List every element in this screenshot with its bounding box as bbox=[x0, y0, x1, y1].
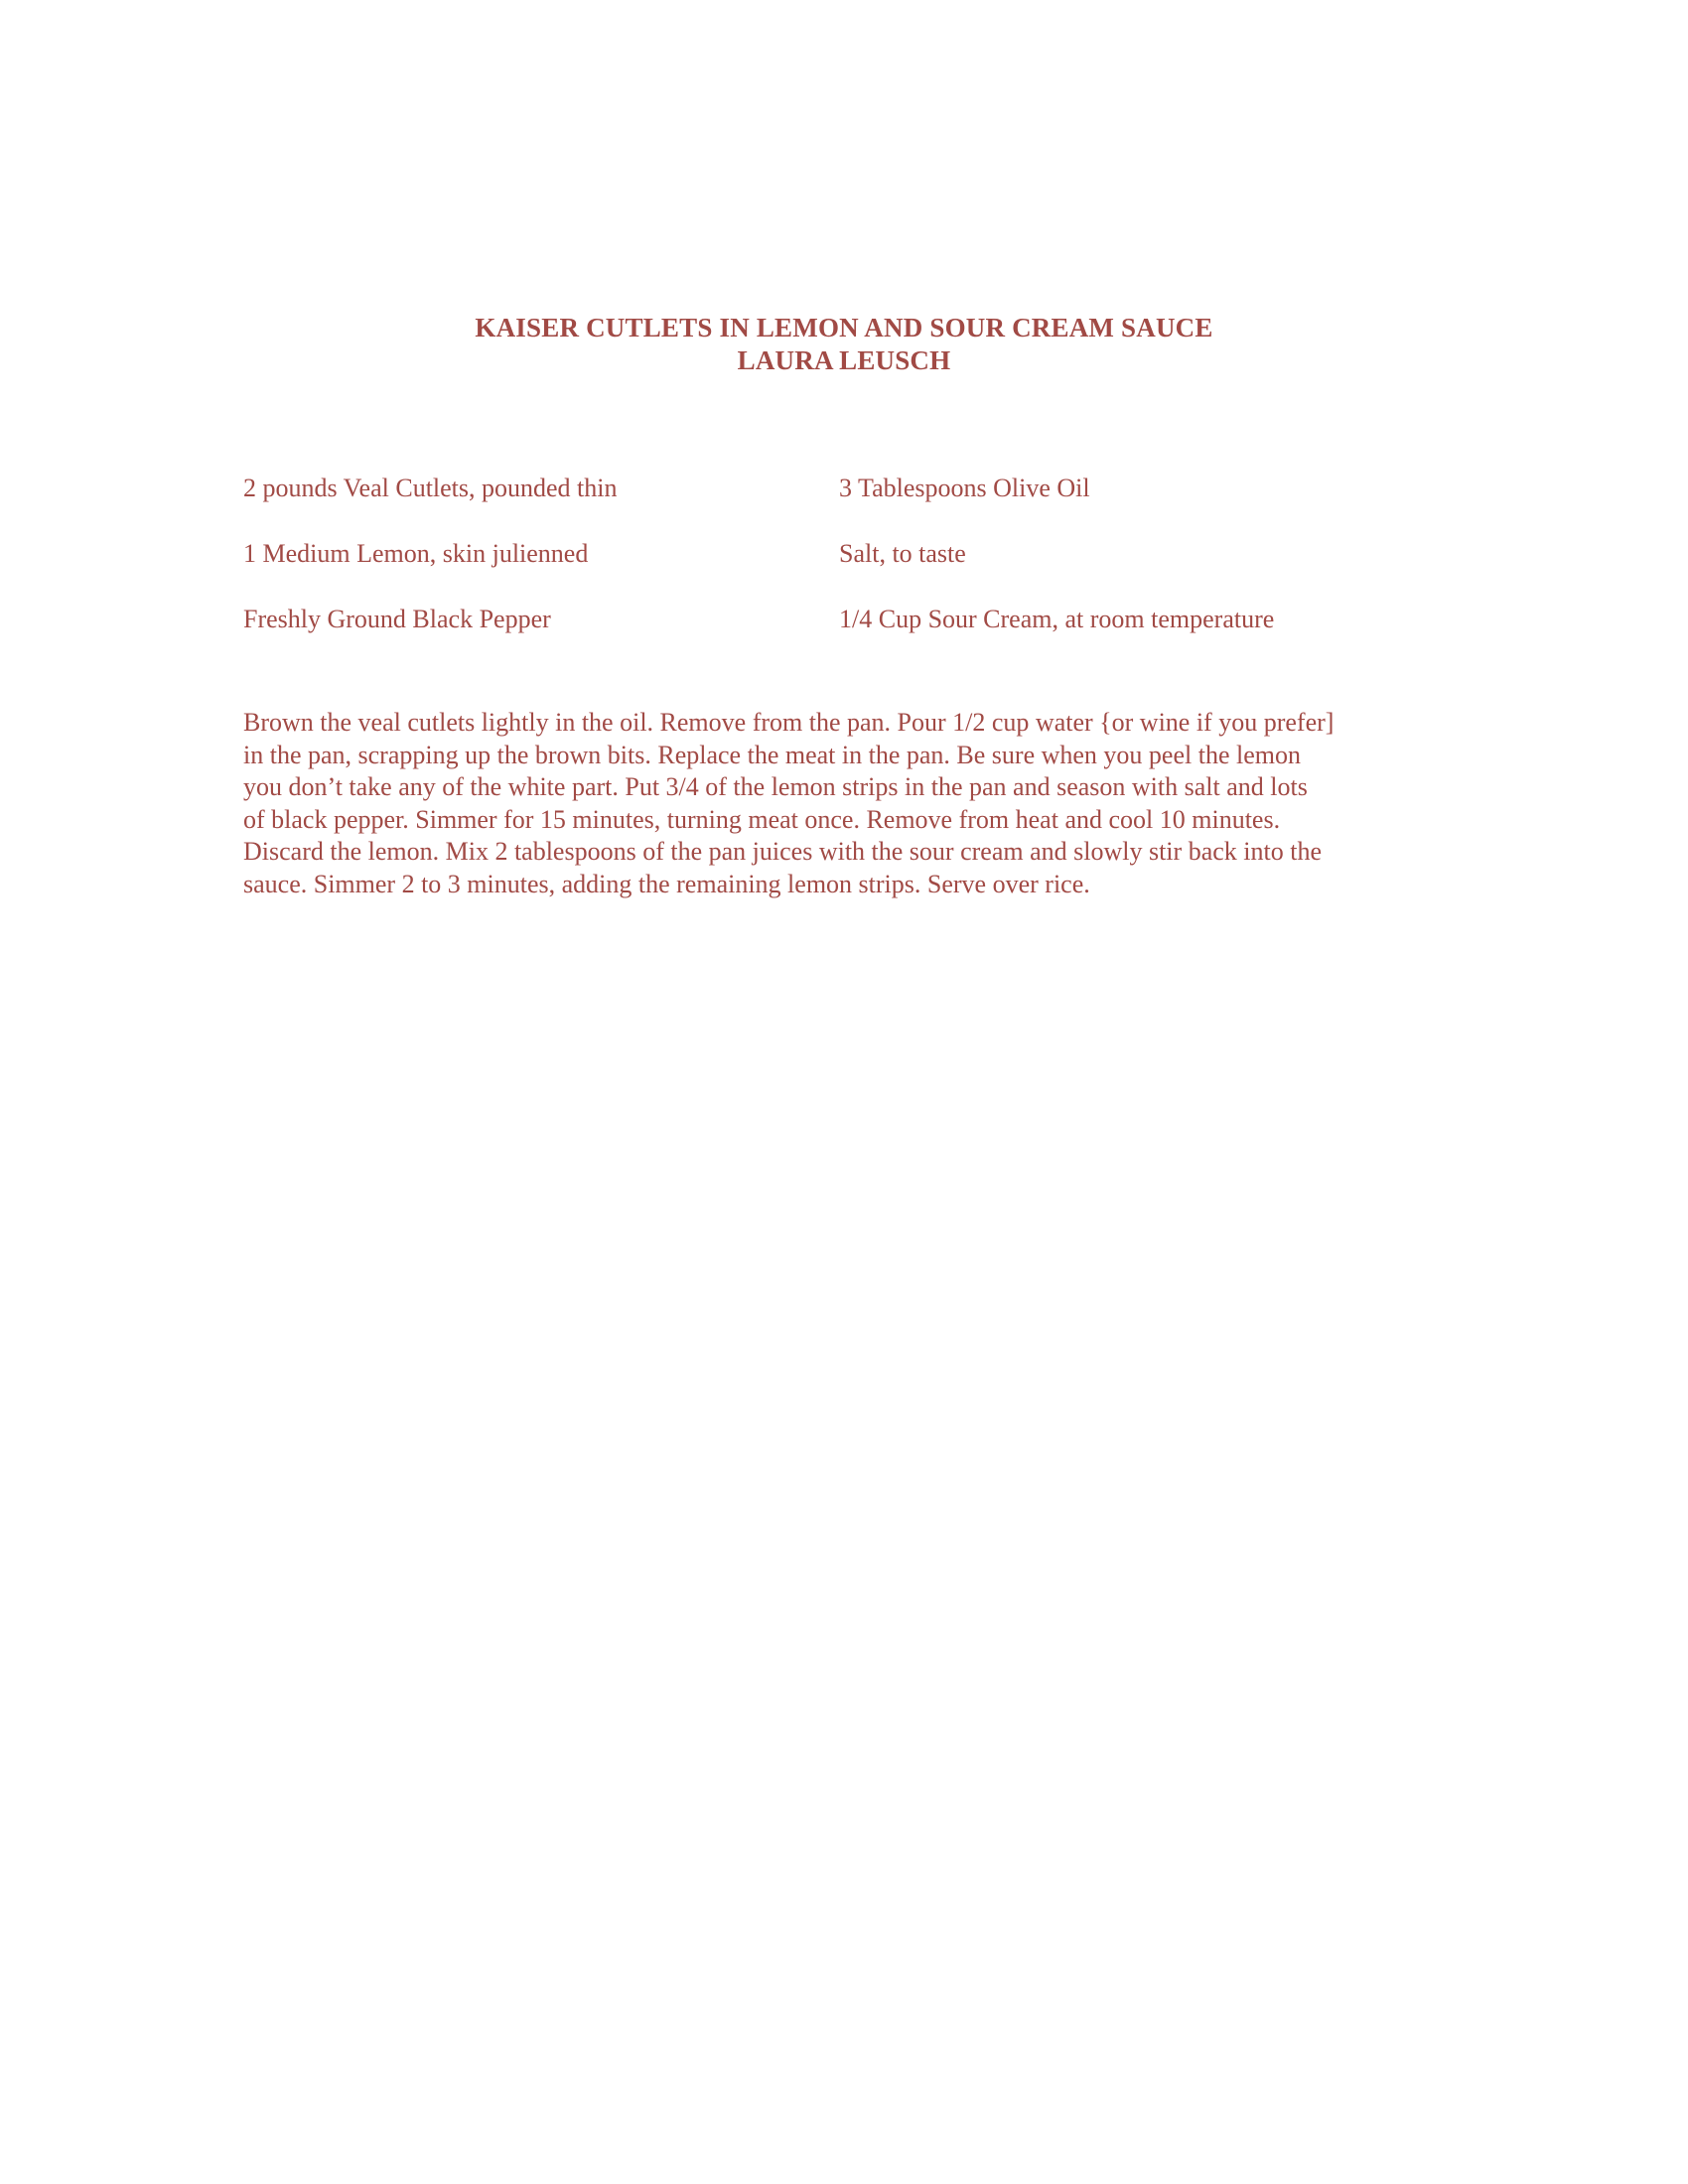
ingredient-item: Salt, to taste bbox=[839, 539, 966, 568]
recipe-title: KAISER CUTLETS IN LEMON AND SOUR CREAM SAUCE bbox=[475, 313, 1213, 342]
directions-line: Discard the lemon. Mix 2 tablespoons of the pan juices with the sour cream and slowly stir back into the bbox=[243, 837, 1322, 867]
title-block bbox=[0, 312, 1688, 377]
ingredient-row bbox=[243, 538, 1435, 604]
directions-line: of black pepper. Simmer for 15 minutes, turning meat once. Remove from heat and cool 10 minutes. bbox=[243, 804, 1281, 834]
directions-line: you don’t take any of the white part. Put 3/4 of the lemon strips in the pan and season with salt and lots bbox=[243, 772, 1308, 802]
directions-line: Brown the veal cutlets lightly in the oil. Remove from the pan. Pour 1/2 cup water {or wine if you prefer] bbox=[243, 708, 1335, 737]
ingredient-row bbox=[243, 473, 1435, 538]
ingredients-list bbox=[243, 473, 1435, 669]
ingredient-item: 1 Medium Lemon, skin julienned bbox=[243, 539, 589, 568]
ingredient-item: Freshly Ground Black Pepper bbox=[243, 605, 551, 633]
directions-paragraph bbox=[243, 707, 1465, 901]
directions-line: sauce. Simmer 2 to 3 minutes, adding the remaining lemon strips. Serve over rice. bbox=[243, 869, 1090, 898]
ingredient-item: 2 pounds Veal Cutlets, pounded thin bbox=[243, 474, 618, 502]
directions-line: in the pan, scrapping up the brown bits. Replace the meat in the pan. Be sure when you peel the lemon bbox=[243, 740, 1301, 769]
ingredient-row bbox=[243, 604, 1435, 669]
recipe-author: LAURA LEUSCH bbox=[737, 345, 951, 375]
ingredient-item: 3 Tablespoons Olive Oil bbox=[839, 474, 1090, 502]
ingredient-item: 1/4 Cup Sour Cream, at room temperature bbox=[839, 605, 1275, 633]
